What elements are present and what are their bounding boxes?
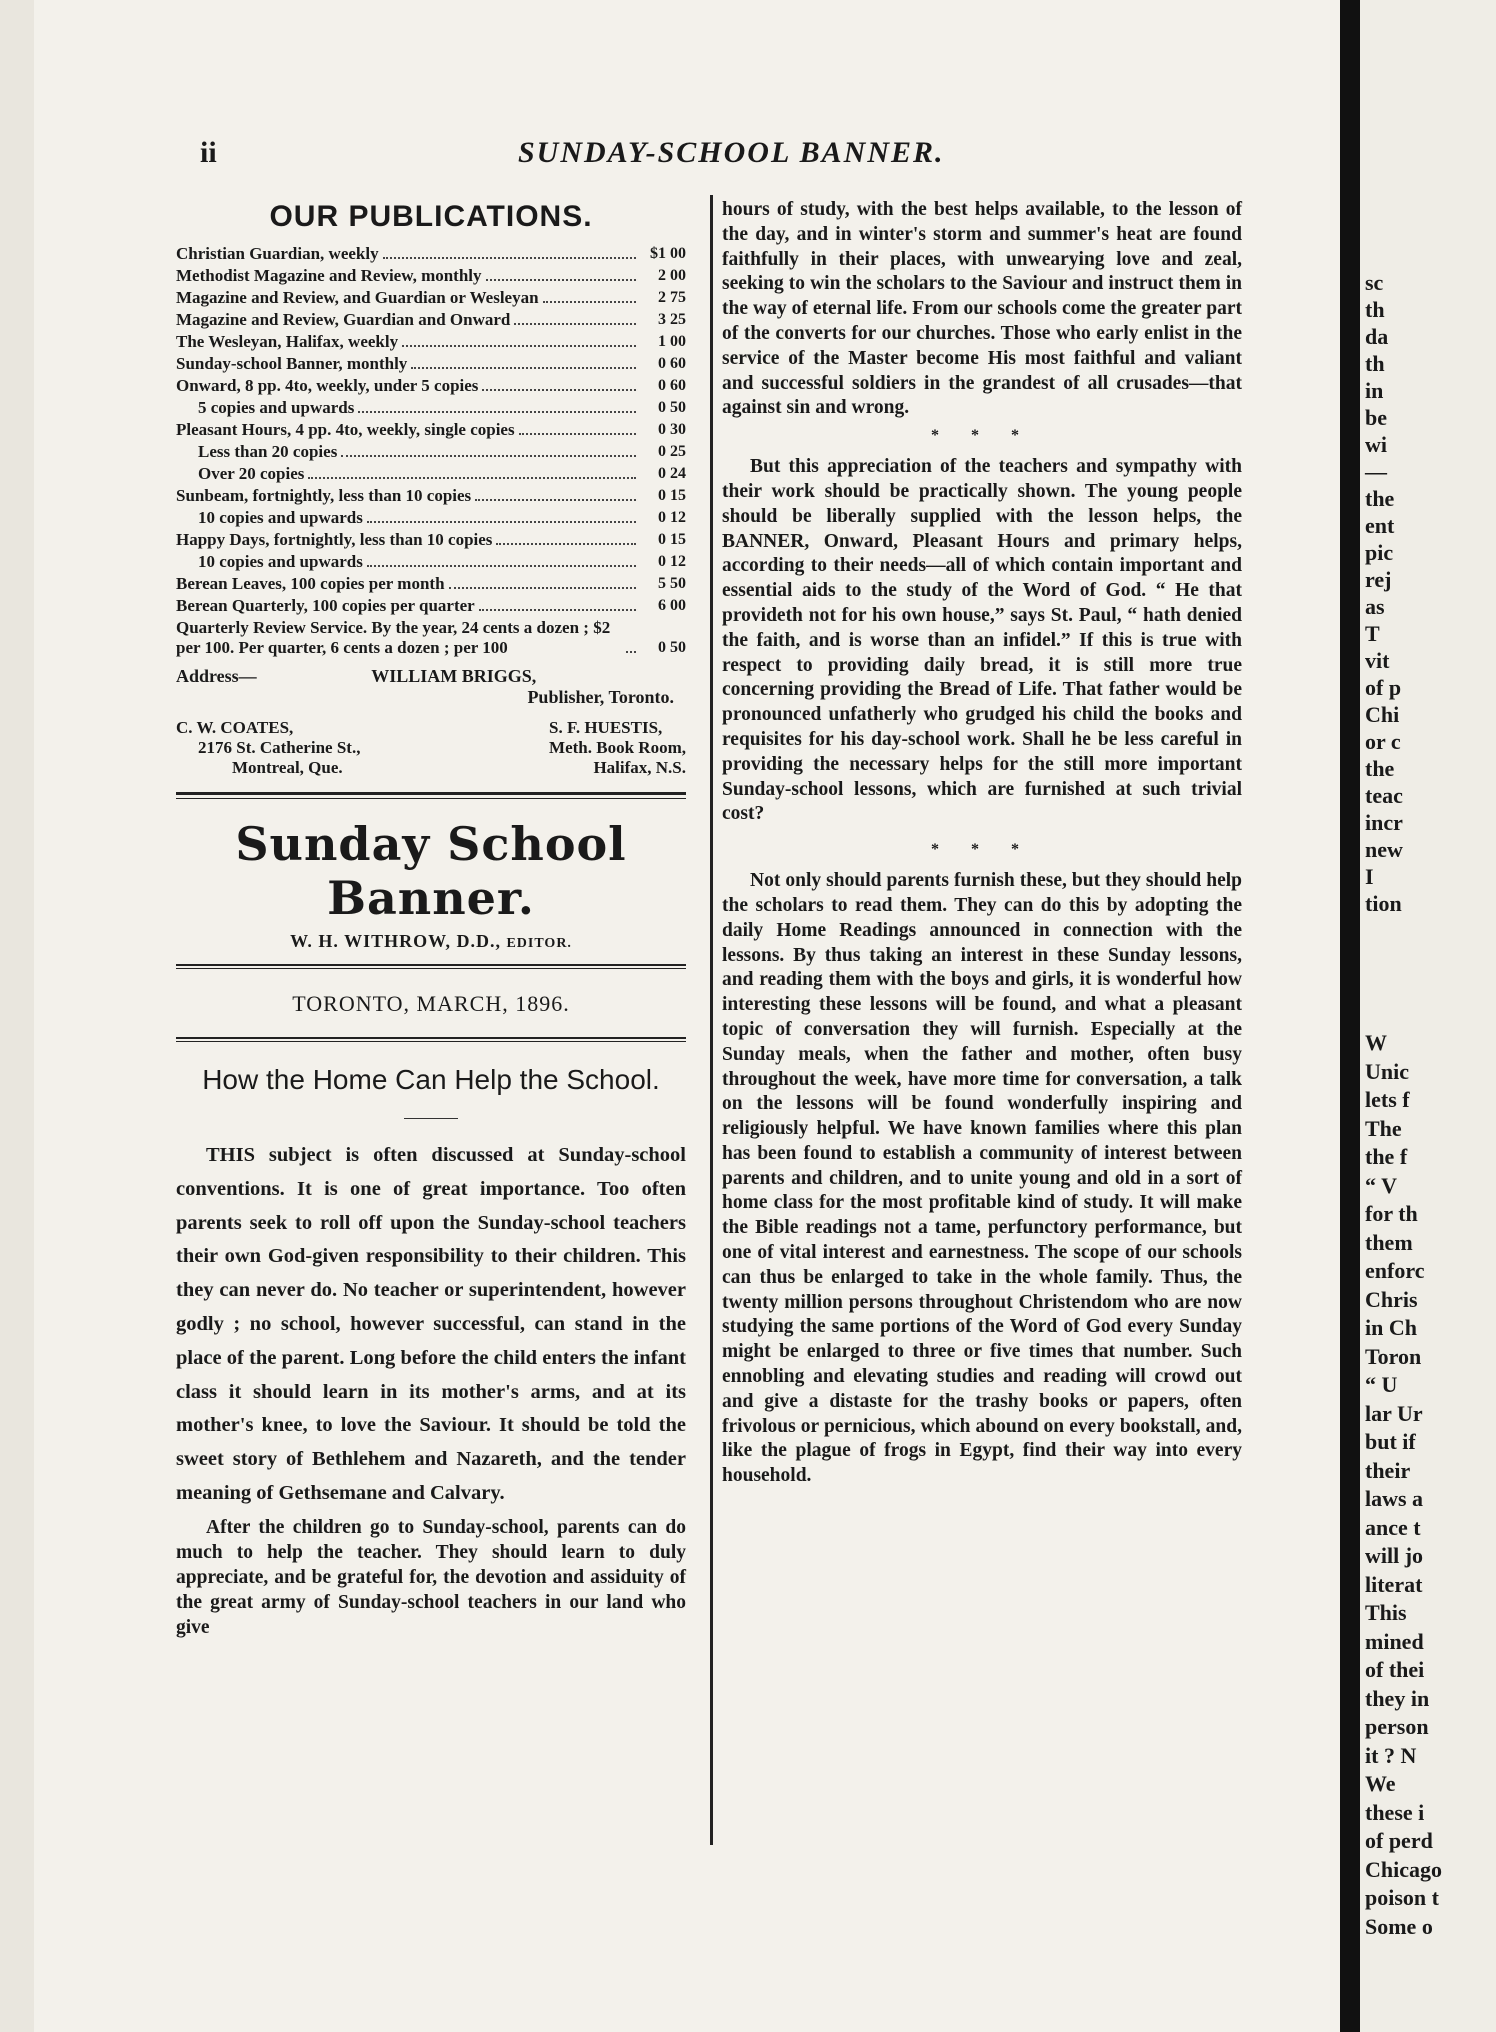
next-page-fragment: Chi bbox=[1365, 702, 1400, 727]
next-page-fragment: in bbox=[1365, 378, 1384, 403]
publication-label: 10 copies and upwards bbox=[198, 552, 363, 571]
dot-leader bbox=[626, 651, 636, 653]
publication-price: 0 12 bbox=[658, 509, 686, 526]
dot-leader bbox=[367, 521, 636, 523]
address-label: Address— bbox=[176, 666, 257, 686]
next-page-fragment: lar Ur bbox=[1365, 1400, 1423, 1426]
agents bbox=[176, 718, 686, 778]
dot-leader bbox=[479, 609, 636, 611]
publication-row bbox=[176, 552, 686, 572]
next-page-fragment: th bbox=[1365, 351, 1385, 376]
section-stars: * * * bbox=[931, 427, 1033, 445]
dot-leader bbox=[482, 389, 636, 391]
publication-price: 0 30 bbox=[658, 421, 686, 438]
next-page-fragment: “ V bbox=[1365, 1172, 1397, 1198]
publisher-name: WILLIAM BRIGGS, bbox=[371, 666, 537, 686]
agent-line: 2176 St. Catherine St., bbox=[198, 738, 361, 757]
next-page-fragment: We bbox=[1365, 1771, 1396, 1796]
section-stars: * * * bbox=[931, 841, 1033, 859]
editor-title: EDITOR. bbox=[506, 936, 572, 951]
next-page-fragment: da bbox=[1365, 324, 1389, 349]
dot-leader bbox=[402, 345, 636, 347]
dot-leader bbox=[341, 455, 636, 457]
publication-price: 0 15 bbox=[658, 531, 686, 548]
drop-lead: THIS bbox=[206, 1144, 255, 1166]
next-page-fragment: will jo bbox=[1365, 1543, 1424, 1568]
editor-line bbox=[176, 931, 686, 952]
publication-label: Pleasant Hours, 4 pp. 4to, weekly, single copies bbox=[176, 420, 515, 439]
publication-row bbox=[176, 464, 686, 484]
publication-label: Sunday-school Banner, monthly bbox=[176, 354, 408, 373]
next-page-fragment: sc bbox=[1365, 270, 1384, 295]
publication-row bbox=[176, 420, 686, 440]
title-rule bbox=[404, 1118, 458, 1119]
publication-price: 0 25 bbox=[658, 443, 686, 460]
publication-row bbox=[176, 596, 686, 616]
publication-row bbox=[176, 376, 686, 396]
publication-label: 5 copies and upwards bbox=[198, 398, 355, 417]
publication-label: Berean Quarterly, 100 copies per quarter bbox=[176, 596, 475, 615]
publication-label: 10 copies and upwards bbox=[198, 508, 363, 527]
next-page-fragment: their bbox=[1365, 1457, 1411, 1483]
article-title: How the Home Can Help the School. bbox=[202, 1064, 660, 1095]
publications-list bbox=[176, 244, 686, 658]
next-page-fragment: T bbox=[1365, 621, 1380, 646]
next-page-fragment: they in bbox=[1365, 1685, 1430, 1711]
agent-line: Montreal, Que. bbox=[232, 758, 343, 777]
next-page-fragment: pic bbox=[1365, 540, 1394, 565]
next-page-fragment: enforc bbox=[1365, 1258, 1425, 1283]
next-page-fragment: wi bbox=[1365, 432, 1387, 457]
next-page-fragment: teac bbox=[1365, 783, 1403, 808]
next-page-fragment: vit bbox=[1365, 648, 1390, 673]
page-gutter-shadow bbox=[1340, 0, 1360, 2032]
publication-price: 2 75 bbox=[658, 289, 686, 306]
running-title: SUNDAY-SCHOOL BANNER. bbox=[518, 136, 945, 169]
agent-line: C. W. COATES, bbox=[176, 718, 294, 737]
publication-price: 0 60 bbox=[658, 377, 686, 394]
dot-leader bbox=[496, 543, 636, 545]
publication-price: 3 25 bbox=[658, 311, 686, 328]
article-paragraph-2: After the children go to Sunday-school, parents can do much to help the teacher. They should learn to duly appreciate, and be grateful for, the devotion and assiduity of the great army of Sunday-school teachers in our land who give bbox=[176, 1516, 686, 1638]
next-page-fragment: ance t bbox=[1365, 1514, 1421, 1540]
next-page-fragment: poison t bbox=[1365, 1885, 1439, 1910]
next-page-fragment: The bbox=[1365, 1115, 1402, 1141]
next-page-fragment: lets f bbox=[1365, 1087, 1410, 1112]
editor-name: W. H. WITHROW, D.D., bbox=[290, 931, 501, 951]
next-page-fragment: be bbox=[1365, 405, 1387, 430]
publication-row bbox=[176, 354, 686, 374]
next-page-fragment: new bbox=[1365, 837, 1403, 862]
section-divider bbox=[176, 792, 686, 799]
publication-row bbox=[176, 486, 686, 506]
publication-label: Magazine and Review, Guardian and Onward bbox=[176, 310, 511, 329]
next-page-fragment: Chris bbox=[1365, 1286, 1418, 1312]
publication-row bbox=[176, 530, 686, 550]
next-page-fragment: I bbox=[1365, 864, 1374, 889]
next-page-fragment: W bbox=[1365, 1030, 1387, 1055]
publication-row bbox=[176, 618, 686, 658]
dot-leader bbox=[519, 433, 636, 435]
publication-price: 1 00 bbox=[658, 333, 686, 350]
dot-leader bbox=[308, 477, 636, 479]
column-rule bbox=[710, 195, 713, 1845]
publication-row bbox=[176, 266, 686, 286]
publication-price: 2 00 bbox=[658, 267, 686, 284]
next-page-fragment: of thei bbox=[1365, 1657, 1425, 1682]
publication-price: $1 00 bbox=[650, 245, 686, 262]
masthead-divider bbox=[176, 964, 686, 969]
publication-row bbox=[176, 310, 686, 330]
next-page-fragment: of p bbox=[1365, 675, 1402, 700]
article-paragraph-4: But this appreciation of the teachers and sympathy with their work should be practically shown. The young people should be liberally supplied with the lesson helps, the BANNER, Onward, Pleasant Hours and primary helps, according to their needs—all of which contain important and essential aids to the study of the Word of God. “ He that provideth not for his own house,” says St. Paul, “ hath denied the faith, and is worse than an infidel.” If this is true with respect to providing daily bread, it is still more true concerning providing the Bread of Life. That father would be pronounced unfatherly who grudged his child the books and requisites for his day-school work. Shall he be less careful in providing the necessary helps for the still more important Sunday-school lessons, which are furnished at such trivial cost? bbox=[722, 456, 1242, 825]
next-page-fragment: for th bbox=[1365, 1201, 1418, 1226]
next-page-fragment: laws a bbox=[1365, 1486, 1424, 1511]
publication-label: The Wesleyan, Halifax, weekly bbox=[176, 332, 399, 351]
publication-price: 0 60 bbox=[658, 355, 686, 372]
next-page-fragment: th bbox=[1365, 297, 1385, 322]
article-paragraph-1 bbox=[176, 1139, 686, 1511]
dateline: TORONTO, MARCH, 1896. bbox=[292, 991, 570, 1016]
page-number: ii bbox=[200, 136, 217, 169]
article-paragraph-3: hours of study, with the best helps available, to the lesson of the day, and in winter's storm and summer's heat are found faithfully in their places, with unwearying love and zeal, seeking to win the scholars to the Saviour and instruct them in the way of eternal life. From our schools come the greater part of the converts for our churches. Those who early enlist in the service of the Master become His most faithful and valiant and successful soldiers in the grandest of all crusades—that against sin and wrong. bbox=[722, 199, 1242, 419]
publication-row bbox=[176, 288, 686, 308]
next-page-fragment: — bbox=[1365, 459, 1387, 484]
next-page-fragment: ent bbox=[1365, 513, 1395, 538]
next-page-fragment: the f bbox=[1365, 1144, 1408, 1169]
publisher-role: Publisher, Toronto. bbox=[527, 687, 674, 707]
address-block bbox=[176, 666, 686, 708]
publication-price: 0 12 bbox=[658, 553, 686, 570]
right-column bbox=[722, 198, 1242, 1489]
next-page-fragment: in Ch bbox=[1365, 1315, 1417, 1340]
dot-leader bbox=[514, 323, 636, 325]
next-page-fragment: tion bbox=[1365, 891, 1402, 916]
next-page-fragment: mined bbox=[1365, 1628, 1424, 1654]
article-paragraph-5: Not only should parents furnish these, but they should help the scholars to read them. They can do this by adopting the daily Home Readings announced in connection with the lessons. By thus taking an interest in these Sunday lessons, and reading them with the boys and girls, it is wonderful how interesting these lessons will be found, and what a pleasant topic of conversation they will furnish. Especially at the Sunday meals, when the father and mother, often busy throughout the week, have more time for conversation, a talk on the lessons will be found wonderfully inspiring and religiously helpful. We have known families where this plan has been found to establish a community of interest between parents and children, and to unite young and old in a sort of home class for the most profitable kind of study. It will make the Bible readings not a tame, perfunctory performance, but one of vital interest and earnestness. The scope of our schools can thus be enlarged to take in the whole family. Thus, the twenty million persons throughout Christendom who are now studying the same portions of the Word of God every Sunday might be enlarged to three or five times that number. Such ennobling and elevating studies and reading will crowd out and give a distaste for the trashy books or papers, often frivolous or pernicious, which abound on every bookstall, and, like the plague of frogs in Egypt, find their way into every household. bbox=[722, 870, 1242, 1487]
publication-price: 0 50 bbox=[658, 639, 686, 656]
publication-price: 0 15 bbox=[658, 487, 686, 504]
dot-leader bbox=[486, 279, 636, 281]
publication-label: Magazine and Review, and Guardian or Wesleyan bbox=[176, 288, 539, 307]
dateline-divider bbox=[176, 1037, 686, 1042]
publications-heading: OUR PUBLICATIONS. bbox=[269, 200, 593, 233]
publication-label: Berean Leaves, 100 copies per month bbox=[176, 574, 445, 593]
publication-label: Methodist Magazine and Review, monthly bbox=[176, 266, 482, 285]
next-page-fragment: rej bbox=[1365, 567, 1392, 592]
publication-row bbox=[176, 574, 686, 594]
publication-row bbox=[176, 442, 686, 462]
next-page-fragment: them bbox=[1365, 1229, 1413, 1255]
publication-price: 0 24 bbox=[658, 465, 686, 482]
publication-price: 0 50 bbox=[658, 399, 686, 416]
next-page-fragment: Toron bbox=[1365, 1343, 1422, 1369]
agent-line: Halifax, N.S. bbox=[593, 758, 686, 777]
agent-montreal bbox=[176, 718, 360, 778]
next-page-fragment: This bbox=[1365, 1600, 1407, 1625]
publication-label: Happy Days, fortnightly, less than 10 copies bbox=[176, 530, 493, 549]
publication-row bbox=[176, 244, 686, 264]
next-page-fragment: of perd bbox=[1365, 1828, 1433, 1853]
agent-line: S. F. HUESTIS, bbox=[549, 718, 663, 737]
paragraph-text: subject is often discussed at Sunday-school conventions. It is one of great importance. Too often parents seek to roll off upon the Sunday-school teachers their own God-given responsibility to their children. This they can never do. No teacher or superintendent, however godly ; no school, however successful, can stand in the place of the parent. Long before the child enters the infant class it should learn in its mother's arms, and at its mother's knee, to love the Saviour. It should be told the sweet story of Bethlehem and Nazareth, and the tender meaning of Gethsemane and Calvary. bbox=[176, 1144, 686, 1504]
publication-label: Quarterly Review Service. By the year, 24 cents a dozen ; $2 per 100. Per quarter, 6 cents a dozen ; per 100 bbox=[176, 618, 611, 657]
dot-leader bbox=[543, 301, 636, 303]
next-page-fragment: it ? N bbox=[1365, 1742, 1417, 1768]
next-page-fragment: literat bbox=[1365, 1571, 1423, 1597]
dot-leader bbox=[367, 565, 636, 567]
next-page-fragment: person bbox=[1365, 1714, 1429, 1739]
next-page-fragment: but if bbox=[1365, 1429, 1416, 1454]
dot-leader bbox=[358, 411, 636, 413]
publication-label: Less than 20 copies bbox=[198, 442, 338, 461]
next-page-fragment: Unic bbox=[1365, 1058, 1409, 1084]
left-column bbox=[176, 200, 686, 1640]
publication-row bbox=[176, 332, 686, 352]
next-page-fragment: Chicago bbox=[1365, 1856, 1442, 1882]
next-page-fragment: these i bbox=[1365, 1799, 1425, 1825]
publication-row bbox=[176, 398, 686, 418]
publication-price: 5 50 bbox=[658, 575, 686, 592]
masthead-title: Sunday School Banner. bbox=[235, 817, 627, 925]
agent-line: Meth. Book Room, bbox=[549, 738, 686, 757]
publication-label: Christian Guardian, weekly bbox=[176, 244, 379, 263]
next-page-fragment: as bbox=[1365, 594, 1385, 619]
next-page-fragment: incr bbox=[1365, 810, 1403, 835]
dot-leader bbox=[383, 257, 636, 259]
next-page-fragment: Some o bbox=[1365, 1913, 1433, 1939]
dot-leader bbox=[411, 367, 636, 369]
dot-leader bbox=[449, 587, 636, 589]
next-page-fragment: “ U bbox=[1365, 1372, 1398, 1397]
dot-leader bbox=[475, 499, 636, 501]
next-page-fragment: or c bbox=[1365, 729, 1401, 754]
publication-label: Sunbeam, fortnightly, less than 10 copies bbox=[176, 486, 472, 505]
publication-price: 6 00 bbox=[658, 597, 686, 614]
publication-label: Over 20 copies bbox=[198, 464, 305, 483]
agent-halifax bbox=[549, 718, 686, 778]
publication-label: Onward, 8 pp. 4to, weekly, under 5 copies bbox=[176, 376, 479, 395]
next-page-fragment: the bbox=[1365, 486, 1395, 511]
next-page-fragment: the bbox=[1365, 756, 1395, 781]
publication-row bbox=[176, 508, 686, 528]
